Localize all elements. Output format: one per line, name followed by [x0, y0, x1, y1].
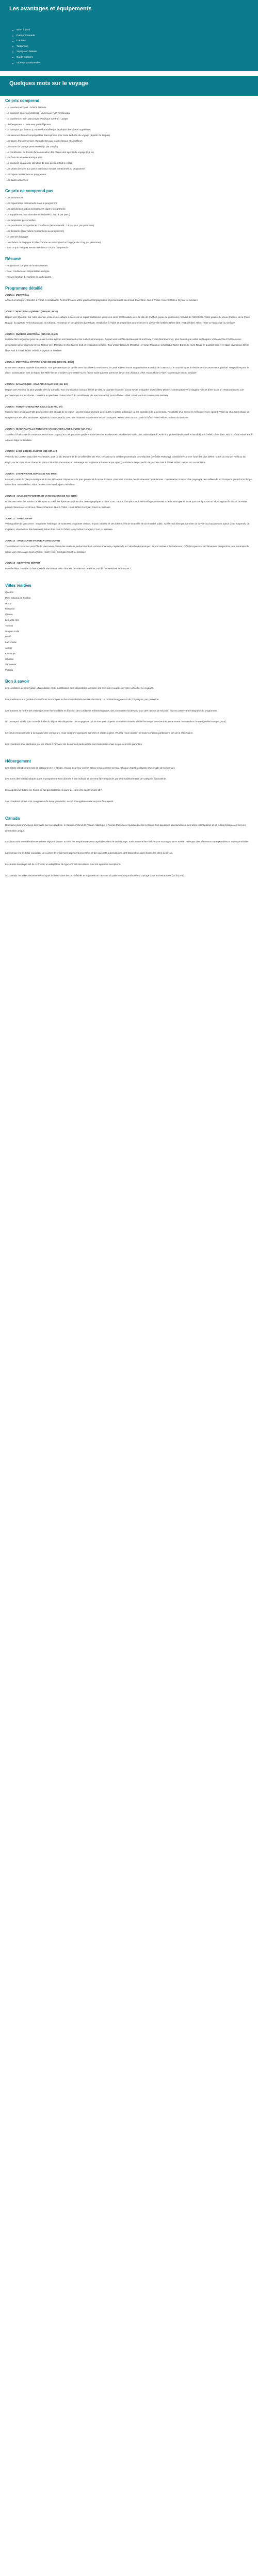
feature-item: ■ Voyage en bateau: [17, 49, 258, 55]
section-heading: Ce prix comprend: [5, 98, 40, 104]
day-title: JOUR 2 : MONTRÉAL-QUÉBEC (255 KM, 3H30): [5, 310, 58, 313]
day-description: Transfert à l'aéroport de Toronto et envol vers Calgary. Accueil par votre guide et route vers les Rocheuses canadiennes via le parc national Banff. Arrêt à la petite ville de Banff et installation à l'hôtel. Dîner libre. Nuit à l'hôtel. Hôtel: Banff Aspen Lodge ou similaire: [5, 433, 253, 442]
section-line: Les horaires et l'ordre des visites peuvent être modifiés en fonction des conditions météorologiques, des contraintes locales ou pour des raisons de sécurité, tout en préservant l'intégralité du programme.: [5, 709, 218, 712]
day-description: Route vers Whistler, station de ski ayant accueilli les épreuves alpines des Jeux olympiques d'hiver 2010. Temps libre pour explorer le village piétonnier. Continuation par la route panoramique Sea to Sky longeant le détroit de Howe jusqu'à Vancouver. Arrêt aux chutes Shannon. Nuit à l'hôtel. Hôtel: Hôtel Georgian Court ou similaire: [5, 500, 248, 509]
day-title: JOUR 11 : VANCOUVER: [5, 517, 32, 520]
section-line: Au Canada, les taxes de vente ne sont pas incluses dans les prix affichés et s'ajoutent au moment du paiement. Le pourboire est d'usage dans les restaurants (15 à 20 %).: [5, 874, 185, 877]
day-title: JOUR 5 : GANANOQUE - NIAGARA FALLS (350 KM, 5H): [5, 383, 68, 386]
section-heading: Ce prix ne comprend pas: [5, 189, 54, 194]
day-title: JOUR 4 : MONTRÉAL-OTTAWA-GANANOQUE (305 KM, 4H15): [5, 360, 74, 363]
day-title: JOUR 8 : LAKE LOUISE-JASPER (235 KM, 4H): [5, 450, 57, 453]
features-list: [0, 26, 258, 71]
feature-item: ■ Cabines: [17, 39, 258, 44]
day-title: JOUR 12 : VANCOUVER-VICTORIA-VANCOUVER: [5, 539, 60, 542]
section-line: Kamloops: [5, 652, 16, 655]
section-line: L'enregistrement dans les hôtels se fait généralement à partir de 15 h et le départ avant 11 h.: [5, 789, 103, 792]
section-heading: Hébergement: [5, 758, 31, 764]
section-line: Les conditions de réservation, d'annulation et de modification sont disponibles sur notre site Internet et auprès de votre conseiller en voyages.: [5, 686, 154, 689]
section-line: - Le port des bagages: [5, 235, 28, 238]
section-line: Le courant électrique est de 110 volts; un adaptateur de type A/B est nécessaire pour les appareils européens.: [5, 863, 121, 866]
section-line: - Les frais de visa électronique AVE: [5, 156, 43, 159]
day-title: JOUR 9 : JASPER-KAMLOOPS (443 KM, 5H45): [5, 472, 58, 475]
day-title: JOUR 1 : MONTRÉAL: [5, 293, 29, 296]
day-description: Traversée en traversier vers l'île de Vancouver. Visite des célèbres jardins Butchart. Arrivée à Victoria, capitale de la Colombie-Britannique : le port intérieur, le Parlement, l'hôtel Empress et le Chinatown. Temps libre puis traversier de retour vers Vancouver. Nuit à l'hôtel. Hôtel: Hôtel Georgian Court ou similaire: [5, 545, 249, 553]
section-line: - Le transfert en train Vancouver (Pacifique Central) / Jasper: [5, 117, 69, 120]
section-line: Niagara Falls: [5, 630, 20, 633]
section-line: Les hôtels sélectionnés sont de catégorie 3 et 4 étoiles, choisis pour leur confort et leur emplacement central. Chaque chambre dispose d'une salle de bain privée.: [5, 766, 176, 769]
section-line: Jasper: [5, 646, 12, 649]
section-line: - Les services d'un accompagnateur francophone pour toute la durée du voyage (à partir de 20 pax): [5, 134, 110, 137]
day-title: JOUR 6 : TORONTO-NIAGARA FALLS (130 KM, 2H): [5, 405, 62, 408]
day-description: Visite du lac Louise, joyau des Rocheuses, puis du lac Moraine et de la vallée des Dix Pics. Départ sur la célèbre promenade des Glaciers (Icefields Parkway), considérée comme l'une des plus belles routes du monde. Arrêt au lac Peyto, au lac Bow et au champ de glace Columbia. Excursion en autoneige sur le glacier Athabasca (en option). Arrivée à Jasper en fin de journée. Nuit à l'hôtel. Hôtel: Jasper Inn ou similaire: [5, 455, 246, 464]
section-line: - Les droits d'entrée aux parcs nationaux et sites mentionnés au programme: [5, 167, 85, 170]
section-line: - Tout ce qui n'est pas mentionné dans « ce prix comprend »: [5, 246, 69, 249]
section-line: - Le transport par bateau (Crucière hauturière) et la plupart des visites organisées: [5, 128, 91, 131]
section-line: - Prix en fonction du nombre de participants: [5, 275, 51, 278]
day-description: Accueil à l'aéroport, transfert à l'hôtel et installation. Rencontre avec votre guide accompagnateur et présentation du circuit. Dîner libre. Nuit à l'hôtel. Hôtel: Hôtel Le Crystal ou similaire: [5, 299, 198, 302]
feature-item: ■ Pont-promenade: [17, 33, 258, 39]
section-line: - Le transport en avion Montréal - Vancouver (VIA Air Canada): [5, 111, 71, 114]
section-line: Québec: [5, 590, 14, 594]
section-line: - L'excédent de bagages à l'aller comme au retour (sauf un bagage de 23 kg par personne): [5, 241, 101, 244]
section-line: - Les taxes, frais de service et pourboires aux guides locaux et chauffeurs: [5, 139, 83, 142]
feature-item: ■ Téléphone: [17, 44, 258, 50]
overview-band: [0, 76, 258, 96]
section-heading: Bon à savoir: [5, 679, 29, 684]
section-heading: Résumé: [5, 257, 21, 262]
section-line: - Les dépenses personnelles: [5, 218, 36, 222]
page-title: Les avantages et équipements: [9, 6, 92, 12]
section-line: Vancouver: [5, 663, 17, 666]
section-line: Deuxième plus grand pays du monde par sa superficie, le Canada s'étend de l'océan Atlantique à l'océan Pacifique et jusqu'à l'océan Arctique. Ses paysages spectaculaires, ses villes cosmopolites et sa culture bilingue en font une destination unique.: [5, 823, 247, 832]
day-description: Matinée libre à Québec pour découvrir à votre rythme les boutiques et les ruelles pittoresques. Départ vers la Côte-de-Beaupré et arrêt aux chutes Montmorency, plus hautes que celles du Niagara. Visite de l'île d'Orléans avec dégustation de produits du terroir. Retour vers Montréal en fin d'après-midi et installation à l'hôtel. Tour d'orientation de Montréal : le Vieux-Montréal, la basilique Notre-Dame, le mont Royal, le quartier latin et le stade olympique. Dîner libre. Nuit à l'hôtel. Hôtel: Hôtel Le Crystal ou similaire: [5, 338, 249, 352]
section-line: Victoria: [5, 669, 13, 672]
day-description: Départ vers Toronto, la plus grande ville du Canada. Tour d'orientation incluant l'hôtel de ville, le quartier financier, la tour CN et le quartier du Distillery District. Continuation vers Niagara Falls et dîner dans un restaurant avec vue panoramique sur les chutes. Croisière au pied des chutes à bord du Hornblower (de mai à octobre). Nuit à l'hôtel. Hôtel: Hôtel Marriott Gateway ou similaire: [5, 388, 244, 397]
section-line: - Les assurances: [5, 196, 23, 199]
section-line: - Les repas mentionnés au programme: [5, 173, 46, 176]
section-line: - Un carnet de voyage personnalisé (1 par couple): [5, 145, 58, 148]
day-description: Départ vers Québec. Sur notre chemin, visite d'une cabane à sucre où un repas traditionnel vous sera servi. Continuation vers la ville de Québec, joyau du patrimoine mondial de l'UNESCO. Visite guidée du Vieux-Québec, de la Place Royale, du quartier Petit Champlain, du Château Frontenac et des plaines d'Abraham. Installation à l'hôtel et temps libre pour explorer la vieille ville fortifiée. Dîner libre. Nuit à l'hôtel. Hôtel: Hôtel Le Concorde ou similaire: [5, 316, 250, 324]
section-line: Montréal: [5, 607, 14, 611]
section-line: - Les repas libres mentionnés dans le programme: [5, 202, 58, 205]
section-line: Ottawa: [5, 613, 13, 616]
section-line: Toronto: [5, 624, 13, 627]
section-heading: Programme détaillé: [5, 285, 43, 291]
section-line: Les pourboires aux guides et chauffeurs ne sont pas inclus et sont laissés à votre discrétion. Le montant suggéré est de 7 $ par jour, par personne.: [5, 698, 159, 701]
feature-item: ■ Guide complet: [17, 55, 258, 61]
section-line: Un passeport valide pour toute la durée du séjour est obligatoire. Les voyageurs qui ne sont pas citoyens canadiens doivent vérifier les exigences d'entrée, notamment l'autorisation de voyage électronique (AVE).: [5, 720, 227, 723]
day-title: JOUR 7 : NIAGARA FALLS-TORONTO-VANCOUVER-LAKE LOUISE (VIA VOL): [5, 428, 92, 431]
section-line: La monnaie est le dollar canadien. Les cartes de crédit sont largement acceptées et des guichets automatiques sont disponibles dans toutes les villes du circuit.: [5, 852, 173, 855]
overview-title: Quelques mots sur le voyage: [9, 80, 88, 87]
day-description: Matinée libre. Transfert à l'aéroport de Vancouver selon l'horaire de votre vol de retour. Fin de nos services. Bon retour !: [5, 567, 131, 570]
section-line: Whistler: [5, 657, 14, 660]
section-line: - Date, conditions et disponibilités en ligne: [5, 270, 50, 273]
day-description: Matinée libre à Niagara Falls pour profiter des attraits de la région : la promenade du bord des chutes, le jardin botanique ou les vignobles de la péninsule. Possibilité d'un survol en hélicoptère (en option). Visite du charmant village de Niagara-on-the-Lake, ancienne capitale du Haut-Canada, avec ses maisons victoriennes et ses boutiques. Retour vers Toronto. Nuit à l'hôtel. Hôtel: Hôtel Chelsea ou similaire: [5, 411, 250, 419]
section-line: Le circuit est accessible à la majorité des voyageurs, mais comporte quelques marches et visites à pied. Veuillez nous informer de toute condition particulière lors de la réservation.: [5, 732, 194, 735]
section-line: Percé: [5, 602, 12, 605]
section-line: - Les activités en option mentionnées dans le programme: [5, 207, 66, 210]
day-title: JOUR 3 : QUÉBEC-MONTRÉAL (255 KM, 3H30): [5, 332, 58, 335]
section-line: - Le supplément pour chambre individuelle (1 850 $ par pers.): [5, 213, 70, 216]
section-line: Les chambres sont attribuées par les hôtels à l'arrivée; les demandes particulières sont transmises mais ne peuvent être garanties.: [5, 742, 143, 745]
header-band: [0, 0, 258, 26]
section-line: - L'hébergement 4 nuits avec petit-déjeuner: [5, 123, 51, 126]
section-line: Les noms des hôtels indiqués dans le programme sont donnés à titre indicatif et peuvent être remplacés par des établissements de catégorie équivalente.: [5, 777, 167, 781]
section-line: - Programme complet sur le site Internet: [5, 264, 47, 267]
section-line: Le climat varie considérablement d'une région à l'autre. En été, les températures sont agréables dans le sud du pays, mais peuvent être fraîches en montagne et en soirée. Prévoyez des vêtements superposables et un imperméable.: [5, 840, 249, 843]
section-heading: Canada: [5, 816, 20, 821]
section-line: Les chambres triples sont composées de deux grands lits; aucun lit supplémentaire ne peut être ajouté.: [5, 800, 114, 803]
day-description: Route vers Ottawa, capitale du Canada. Tour panoramique de la ville avec la colline du Parlement, le canal Rideau inscrit au patrimoine mondial de l'UNESCO, le marché By et la résidence du Gouverneur général. Temps libre pour le dîner. Continuation vers la région des Mille-Îles et croisière commentée sur le fleuve Saint-Laurent parmi les îles et les châteaux d'été. Nuit à l'hôtel. Hôtel: Gananoque Inn ou similaire: [5, 366, 249, 375]
section-line: Lac Louise: [5, 641, 17, 644]
section-line: - Le transfert aéroport - hôtel à l'arrivée: [5, 106, 46, 109]
section-line: - Les taxes aériennes: [5, 178, 28, 181]
section-line: Les Mille-Îles: [5, 618, 19, 621]
section-line: - Les pourboires aux guides et chauffeurs (recommandé : 7 $ par jour, par personne): [5, 224, 94, 227]
section-line: Parc national de Forillon: [5, 596, 31, 599]
section-heading: Villes visitées: [5, 583, 32, 588]
section-line: - Le transport en autocar climatisé de luxe pendant tout le circuit: [5, 162, 73, 165]
section-line: Banff: [5, 635, 11, 638]
day-title: JOUR 10 : KAMLOOPS-WHISTLER-VANCOUVER (405 KM, 5H30): [5, 495, 77, 498]
day-title: JOUR 13 : NEW YORK DÉPART: [5, 562, 41, 565]
feature-item: ■ Vidéo promotionnelle: [17, 61, 258, 66]
day-description: Le matin, visite du canyon Maligne et du lac Médecine. Départ vers le parc provincial du mont Robson, plus haut sommet des Rocheuses canadiennes. Continuation à travers les paysages des vallées de la Thompson jusqu'à Kamloops. Dîner libre. Nuit à l'hôtel. Hôtel: Accent Inns Kamloops ou similaire: [5, 478, 253, 486]
section-line: - La contribution au Fonds d'indemnisation des clients des agents de voyage (0,1 %): [5, 150, 94, 154]
feature-item: ■ Wi-Fi à bord: [17, 28, 258, 33]
content: [0, 96, 258, 885]
day-description: Visite guidée de Vancouver : le quartier historique de Gastown, le quartier chinois, le parc Stanley et ses totems, l'île de Granville et son marché public. Après-midi libre pour profiter de la ville ou d'activités en option (pont suspendu de Capilano, observation des baleines). Dîner libre. Nuit à l'hôtel. Hôtel: Hôtel Georgian Court ou similaire: [5, 522, 250, 531]
section-line: - Les boissons (sauf celles mentionnées au programme): [5, 230, 64, 233]
